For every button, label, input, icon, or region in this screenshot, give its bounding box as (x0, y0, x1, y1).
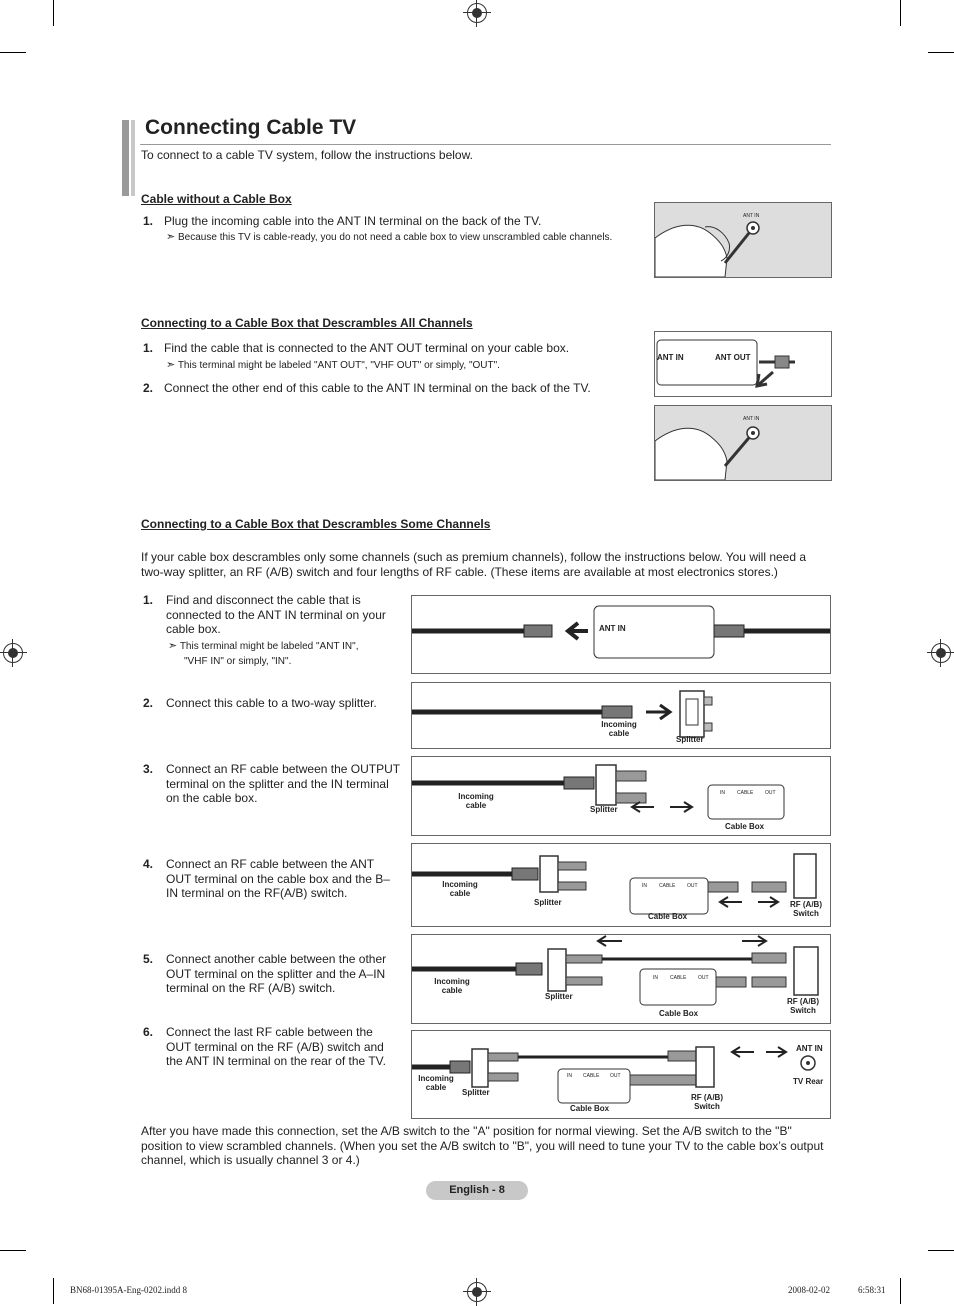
section-intro: If your cable box descrambles only some channels (such as premium channels), follow the instructions below. You will need a two-way splitter, an RF (A/B) switch and four lengths of RF cable. (These items are available at most electronics stores.) (141, 550, 807, 579)
step-number: 6. (143, 1025, 154, 1039)
crop-mark (0, 1250, 26, 1251)
crop-mark (928, 52, 954, 53)
splitter-label: Splitter (590, 805, 618, 814)
out-port-label: OUT (698, 975, 709, 981)
page-title: Connecting Cable TV (145, 116, 357, 139)
splitter-label: Splitter (676, 735, 704, 744)
incoming-text: Incoming (458, 792, 494, 801)
figure-step5 (411, 934, 831, 1024)
incoming-cable-label (414, 1074, 458, 1092)
section-heading: Connecting to a Cable Box that Descrambles All Channels (141, 316, 473, 330)
splitter-label: Splitter (545, 992, 573, 1001)
ant-in-label: ANT IN (657, 353, 684, 362)
step-number: 3. (143, 762, 154, 776)
title-rule (140, 144, 831, 145)
rf-ab-text: RF (A/B) (787, 997, 819, 1006)
crop-mark (900, 0, 901, 26)
figure-step3 (411, 756, 831, 836)
crop-mark (0, 52, 26, 53)
file-slug: BN68-01395A-Eng-0202.indd 8 (70, 1285, 187, 1295)
incoming-cable-label (430, 977, 474, 995)
title-bar-accent (122, 120, 129, 196)
in-port-label: IN (567, 1073, 572, 1079)
out-port-label: OUT (610, 1073, 621, 1079)
rf-switch-label (788, 900, 824, 918)
step-text: Connect this cable to a two-way splitter. (166, 696, 377, 710)
registration-mark-icon (3, 643, 23, 663)
ant-out-label: ANT OUT (715, 353, 751, 362)
cable-text: cable (425, 1083, 447, 1092)
registration-mark-icon (931, 643, 951, 663)
splitter-illustration (412, 683, 830, 748)
in-port-label: IN (642, 883, 647, 889)
incoming-text: Incoming (601, 720, 637, 729)
title-bar-accent (131, 120, 135, 196)
figure-step6 (411, 1030, 831, 1119)
note-arrow-icon: ➣ (166, 359, 176, 371)
incoming-cable-label (597, 720, 641, 738)
step-text: Plug the incoming cable into the ANT IN terminal on the back of the TV. (164, 214, 542, 228)
step-number: 4. (143, 857, 154, 871)
step-number: 1. (143, 214, 154, 228)
incoming-text: Incoming (434, 977, 470, 986)
step-text: Connect the last RF cable between the OUT terminal on the RF (A/B) switch and the ANT IN terminal on the rear of the TV. (166, 1025, 386, 1068)
step-note: "VHF IN" or simply, "IN". (184, 656, 292, 667)
cable-port-label: CABLE (670, 975, 687, 981)
incoming-text: Incoming (418, 1074, 454, 1083)
step-number: 2. (143, 381, 154, 395)
disconnect-cable-illustration (412, 596, 830, 673)
step-number: 2. (143, 696, 154, 710)
note-arrow-icon: ➣ (168, 640, 178, 652)
figure-ant-in-hand (654, 202, 832, 278)
note-text: This terminal might be labeled "ANT IN", (179, 641, 359, 652)
page-number: English - 8 (426, 1181, 528, 1200)
ant-in-label: ANT IN (743, 213, 760, 219)
cable-box-label: Cable Box (648, 912, 688, 921)
step-text: Connect another cable between the other OUT terminal on the splitter and the A–IN terminal on the RF (A/B) switch. (166, 952, 387, 995)
section-outro: After you have made this connection, set the A/B switch to the "A" position for normal viewing. Set the A/B switch to the "B" position to view scrambled channels. (When you set the A/B switch to "B", you will need to tune your TV to the cable box’s output channel, which is usually channel 3 or 4.) (141, 1124, 824, 1167)
in-port-label: IN (720, 790, 725, 796)
cable-port-label: CABLE (583, 1073, 600, 1079)
rf-switch-label (784, 997, 822, 1015)
note-arrow-icon: ➣ (166, 231, 176, 243)
splitter-label: Splitter (534, 898, 562, 907)
step-number: 5. (143, 952, 154, 966)
step-text: Find the cable that is connected to the ANT OUT terminal on your cable box. (164, 341, 570, 355)
step-text: Connect an RF cable between the ANT OUT terminal on the cable box and the B–IN terminal on the RF(A/B) switch. (166, 857, 390, 900)
step-text: Connect the other end of this cable to the ANT IN terminal on the back of the TV. (164, 381, 591, 395)
intro-text: To connect to a cable TV system, follow the instructions below. (141, 148, 473, 162)
step-text: Connect an RF cable between the OUTPUT terminal on the splitter and the IN terminal on the cable box. (166, 762, 400, 805)
cable-text: cable (441, 986, 463, 995)
figure-ant-in-hand (654, 405, 832, 481)
in-port-label: IN (653, 975, 658, 981)
date-slug: 2008-02-02 (788, 1285, 830, 1295)
registration-mark-icon (467, 3, 487, 23)
crop-mark (53, 1278, 54, 1304)
rf-ab-text: RF (A/B) (691, 1093, 723, 1102)
incoming-cable-label (454, 792, 498, 810)
figure-step4 (411, 843, 831, 927)
note-text: This terminal might be labeled "ANT OUT", "VHF OUT" or simply, "OUT". (177, 360, 500, 371)
cable-port-label: CABLE (659, 883, 676, 889)
section-heading: Connecting to a Cable Box that Descrambles Some Channels (141, 517, 491, 531)
switch-text: Switch (694, 1102, 720, 1111)
cable-box-label: Cable Box (659, 1009, 699, 1018)
splitter-label: Splitter (462, 1088, 490, 1097)
step-number: 1. (143, 341, 154, 355)
figure-step2 (411, 682, 831, 749)
figure-step1 (411, 595, 831, 674)
incoming-cable-label (438, 880, 482, 898)
cable-text: cable (608, 729, 630, 738)
rf-ab-text: RF (A/B) (790, 900, 822, 909)
incoming-text: Incoming (442, 880, 478, 889)
tv-rear-label: TV Rear (793, 1077, 824, 1086)
crop-mark (928, 1250, 954, 1251)
note-text: Because this TV is cable-ready, you do not need a cable box to view unscrambled cable channels. (178, 232, 613, 243)
crop-mark (900, 1278, 901, 1304)
ant-in-label: ANT IN (743, 416, 760, 422)
section-heading: Cable without a Cable Box (141, 192, 292, 206)
rf-switch-label (688, 1093, 726, 1111)
switch-text: Switch (793, 909, 819, 918)
out-port-label: OUT (765, 790, 776, 796)
out-port-label: OUT (687, 883, 698, 889)
step-note (166, 230, 636, 245)
rf-switch-to-tv-illustration (412, 1031, 830, 1118)
ant-in-label: ANT IN (796, 1044, 823, 1053)
cable-box-label: Cable Box (725, 822, 765, 831)
step-number: 1. (143, 593, 154, 607)
cable-text: cable (465, 801, 487, 810)
step-note (166, 358, 636, 373)
ant-in-label: ANT IN (599, 624, 626, 633)
cable-box-illustration (655, 332, 831, 396)
splitter-to-rf-switch-illustration (412, 935, 830, 1023)
switch-text: Switch (790, 1006, 816, 1015)
step-text: Find and disconnect the cable that is connected to the ANT IN terminal on your cable box. (166, 593, 386, 636)
crop-mark (53, 0, 54, 26)
step-note (168, 639, 358, 654)
cable-port-label: CABLE (737, 790, 754, 796)
figure-cable-box-ant-out (654, 331, 832, 397)
time-slug: 6:58:31 (858, 1285, 886, 1295)
cable-text: cable (449, 889, 471, 898)
cable-box-label: Cable Box (570, 1104, 610, 1113)
registration-mark-icon (467, 1282, 487, 1302)
